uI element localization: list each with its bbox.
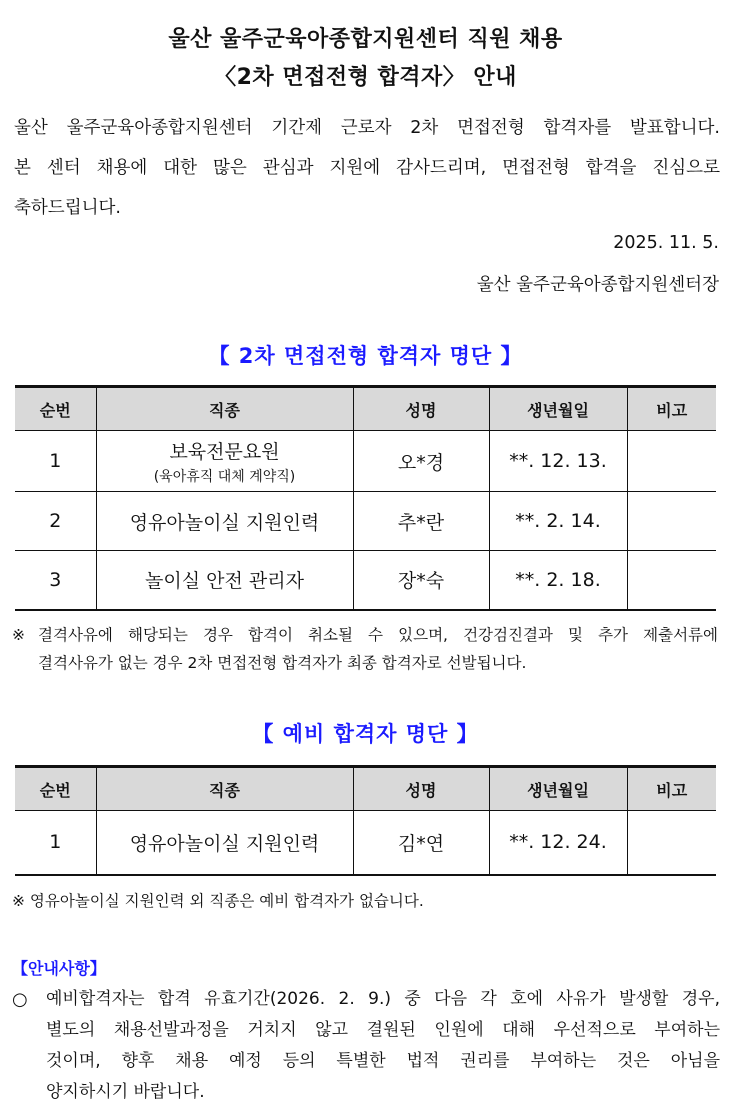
- guide-line: 별도의 채용선발과정을 거치지 않고 결원된 인원에 대해 우선적으로 부여하는: [46, 1020, 720, 1040]
- cell-remark: [627, 811, 716, 875]
- cell-birth: **. 12. 24.: [489, 811, 627, 875]
- cell-job: 놀이실 안전 관리자: [96, 551, 353, 610]
- cell-birth: **. 2. 14.: [489, 492, 627, 551]
- cell-name: 김*연: [353, 811, 489, 875]
- cell-remark: [627, 492, 716, 551]
- issuer: 울산 울주군육아종합지원센터장: [476, 275, 719, 295]
- cell-name: 추*란: [353, 492, 489, 551]
- table-header-row: [15, 767, 716, 811]
- note-mark: ※: [12, 626, 25, 644]
- column-header: 성명: [353, 767, 489, 811]
- cell-no: 2: [15, 492, 96, 551]
- cell-remark: [627, 551, 716, 610]
- intro-paragraph: [14, 108, 720, 228]
- column-header: 순번: [15, 767, 96, 811]
- page-title: 울산 울주군육아종합지원센터 직원 채용: [168, 27, 563, 52]
- guide-heading: 【안내사항】: [12, 959, 106, 978]
- cell-no: 3: [15, 551, 96, 610]
- cell-name: 오*경: [353, 431, 489, 492]
- note-line: 결격사유가 없는 경우 2차 면접전형 합격자가 최종 합격자로 선발됩니다.: [38, 654, 527, 672]
- column-header: 생년월일: [489, 767, 627, 811]
- column-header: 성명: [353, 387, 489, 431]
- intro-line: 울산 울주군육아종합지원센터 기간제 근로자 2차 면접전형 합격자를 발표합니다.: [14, 118, 720, 138]
- table-row: [15, 551, 716, 610]
- column-header: 비고: [627, 767, 716, 811]
- cell-job: 영유아놀이실 지원인력: [96, 811, 353, 875]
- guide-line: 것이며, 향후 채용 예정 등의 특별한 법적 권리를 부여하는 것은 아님을: [46, 1051, 720, 1071]
- cell-job: 영유아놀이실 지원인력: [96, 492, 353, 551]
- job-title: 보육전문요원: [169, 440, 280, 463]
- table-row: [15, 811, 716, 875]
- bullet-icon: ○: [12, 989, 28, 1010]
- passers-note: [12, 621, 718, 677]
- cell-no: 1: [15, 811, 96, 875]
- column-header: 생년월일: [489, 387, 627, 431]
- column-header: 순번: [15, 387, 96, 431]
- column-header: 직종: [96, 387, 353, 431]
- passers-heading: 【 2차 면접전형 합격자 명단 】: [208, 344, 523, 368]
- announcement-date: 2025. 11. 5.: [613, 233, 719, 253]
- reserve-table: [15, 765, 716, 876]
- guide-line: 예비합격자는 합격 유효기간(2026. 2. 9.) 중 다음 각 호에 사유가 발생할 경우,: [46, 989, 720, 1009]
- cell-name: 장*숙: [353, 551, 489, 610]
- guide-paragraph: [12, 984, 720, 1108]
- page-subtitle: 〈2차 면접전형 합격자〉 안내: [214, 65, 517, 90]
- cell-no: 1: [15, 431, 96, 492]
- column-header: 비고: [627, 387, 716, 431]
- intro-line: 본 센터 채용에 대한 많은 관심과 지원에 감사드리며, 면접전형 합격을 진심으로: [14, 158, 720, 178]
- cell-job: [96, 431, 353, 492]
- column-header: 직종: [96, 767, 353, 811]
- reserve-note: ※ 영유아놀이실 지원인력 외 직종은 예비 합격자가 없습니다.: [12, 892, 424, 910]
- passers-table: [15, 385, 716, 611]
- cell-remark: [627, 431, 716, 492]
- job-note: (육아휴직 대체 계약직): [153, 468, 296, 485]
- cell-birth: **. 2. 18.: [489, 551, 627, 610]
- guide-line: 양지하시기 바랍니다.: [46, 1082, 205, 1102]
- note-line: 결격사유에 해당되는 경우 합격이 취소될 수 있으며, 건강검진결과 및 추가 제출서류에: [38, 626, 718, 644]
- table-row: [15, 492, 716, 551]
- intro-line: 축하드립니다.: [14, 198, 121, 218]
- table-row: [15, 431, 716, 492]
- reserve-heading: 【 예비 합격자 명단 】: [252, 722, 479, 746]
- cell-birth: **. 12. 13.: [489, 431, 627, 492]
- table-header-row: [15, 387, 716, 431]
